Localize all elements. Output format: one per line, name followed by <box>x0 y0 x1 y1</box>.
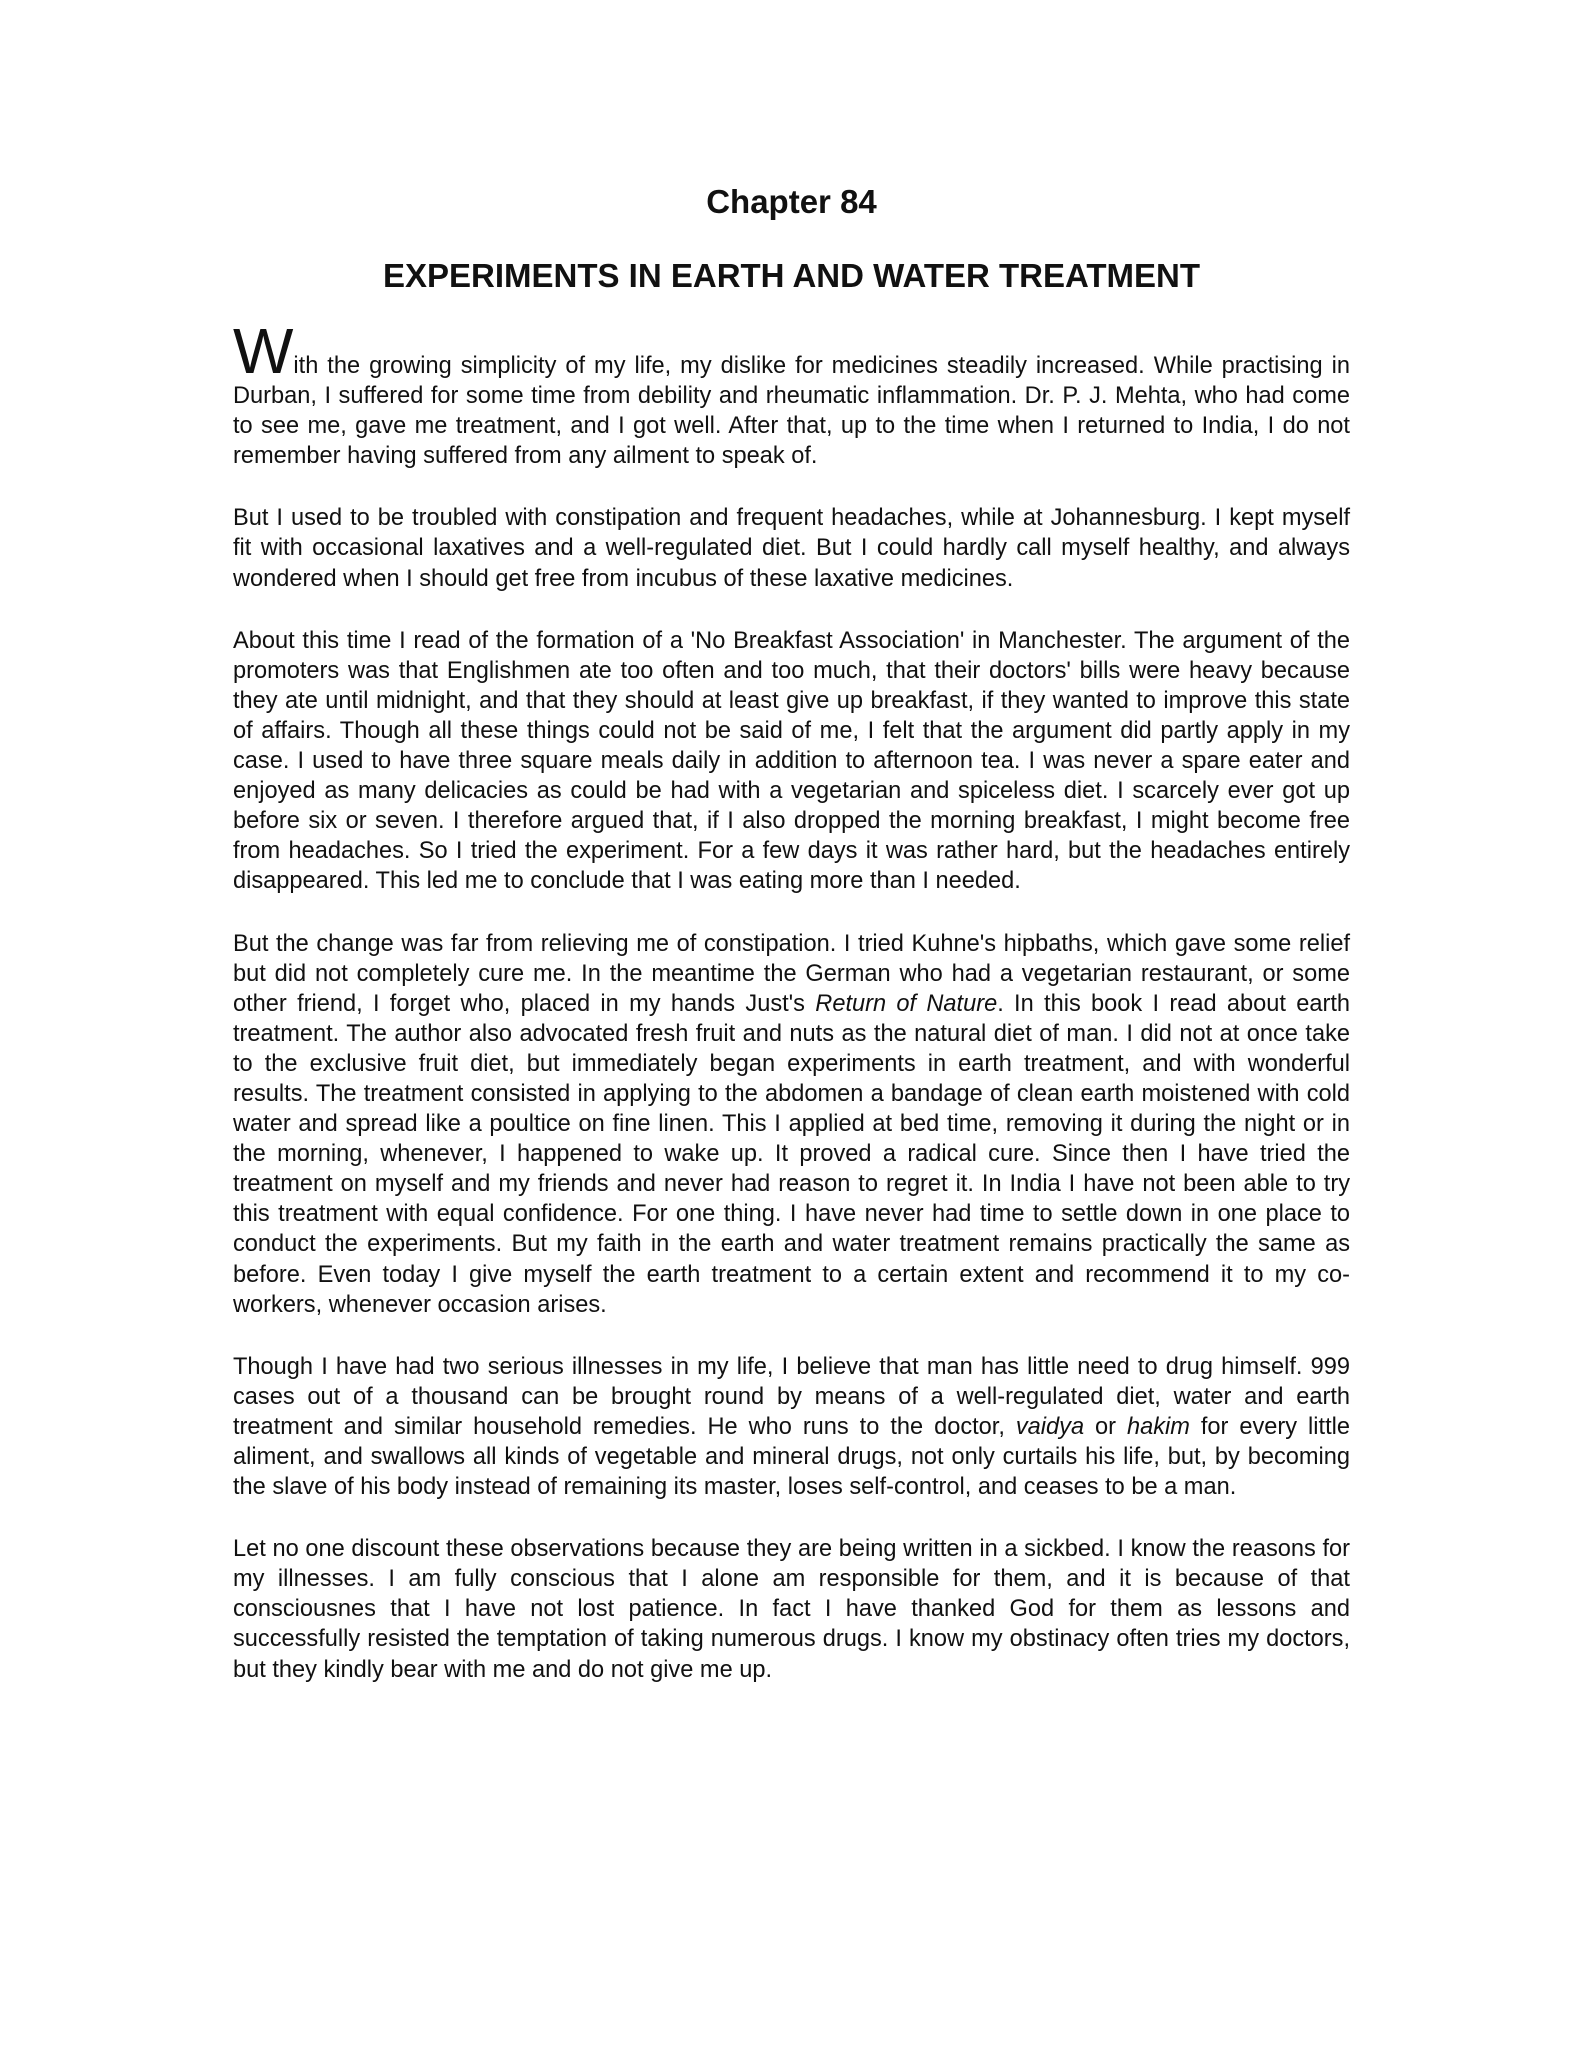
paragraph-5-text-before: Though I have had two serious illnesses in my life, I believe that man has little need to drug himself. 999 cases out of a thousand can be brought round by means of a well-regulated diet, water and earth treatment and similar household remedies. He who runs to the doctor, <box>233 1353 1350 1440</box>
paragraph-3: About this time I read of the formation of a 'No Breakfast Association' in Manchester. The argument of the promoters was that Englishmen ate too often and too much, that their doctors' bills were heavy because they ate until midnight, and that they should at least give up breakfast, if they wanted to improve this state of affairs. Though all these things could not be said of me, I felt that the argument did partly apply in my case. I used to have three square meals daily in addition to afternoon tea. I was never a spare eater and enjoyed as many delicacies as could be had with a vegetarian and spiceless diet. I scarcely ever got up before six or seven. I therefore argued that, if I also dropped the morning breakfast, I might become free from headaches. So I tried the experiment. For a few days it was rather hard, but the headaches entirely disappeared. This led me to conclude that I was eating more than I needed. <box>233 627 1350 895</box>
chapter-number: Chapter 84 <box>706 183 877 220</box>
paragraph-4-text-after: . In this book I read about earth treatment. The author also advocated fresh fruit and nuts as the natural diet of man. I did not at once take to the exclusive fruit diet, but immediately began experiments in earth treatment, and with wonderful results. The treatment consisted in applying to the abdomen a bandage of clean earth moistened with cold water and spread like a poultice on fine linen. This I applied at bed time, removing it during the night or in the morning, whenever, I happened to wake up. It proved a radical cure. Since then I have tried the treatment on myself and my friends and never had reason to regret it. In India I have not been able to try this treatment with equal confidence. For one thing. I have never had time to settle down in one place to conduct the experiments. But my faith in the earth and water treatment remains practically the same as before. Even today I give myself the earth treatment to a certain extent and recommend it to my co-workers, whenever occasion arises. <box>233 990 1351 1318</box>
paragraph-1 <box>233 315 1350 471</box>
paragraph-4 <box>233 929 1350 1320</box>
drop-cap: W <box>233 315 294 387</box>
book-title: Return of Nature <box>815 990 998 1017</box>
paragraph-2: But I used to be troubled with constipation and frequent headaches, while at Johannesburg. I kept myself fit with occasional laxatives and a well-regulated diet. But I could hardly call myself healthy, and always wondered when I should get free from incubus of these laxative medicines. <box>233 505 1350 592</box>
chapter-title: EXPERIMENTS IN EARTH AND WATER TREATMENT <box>382 257 1201 294</box>
italic-term-vaidya: vaidya <box>1015 1413 1085 1440</box>
document-page <box>233 180 1350 1717</box>
paragraph-5 <box>233 1352 1350 1502</box>
paragraph-6: Let no one discount these observations because they are being written in a sickbed. I know the reasons for my illnesses. I am fully conscious that I alone am responsible for them, and it is because of that consciousnes that I have not lost patience. In fact I have thanked God for them as lessons and successfully resisted the temptation of taking numerous drugs. I know my obstinacy often tries my doctors, but they kindly bear with me and do not give me up. <box>233 1536 1350 1683</box>
paragraph-1-text: ith the growing simplicity of my life, my dislike for medicines steadily increased. While practising in Durban, I suffered for some time from debility and rheumatic inflammation. Dr. P. J. Mehta, who had come to see me, gave me treatment, and I got well. After that, up to the time when I returned to India, I do not remember having suffered from any ailment to speak of. <box>233 353 1350 470</box>
paragraph-4-text-before: But the change was far from relieving me of constipation. I tried Kuhne's hipbaths, which gave some relief but did not completely cure me. In the meantime the German who had a vegetarian restaurant, or some other friend, I forget who, placed in my hands Just's <box>233 930 1350 1017</box>
paragraph-5-text-middle: or <box>1084 1413 1127 1440</box>
paragraph-5-text-after: for every little aliment, and swallows all kinds of vegetable and mineral drugs, not only curtails his life, but, by becoming the slave of his body instead of remaining its master, loses self-control, and ceases to be a man. <box>233 1413 1350 1501</box>
italic-term-hakim: hakim <box>1126 1413 1190 1440</box>
